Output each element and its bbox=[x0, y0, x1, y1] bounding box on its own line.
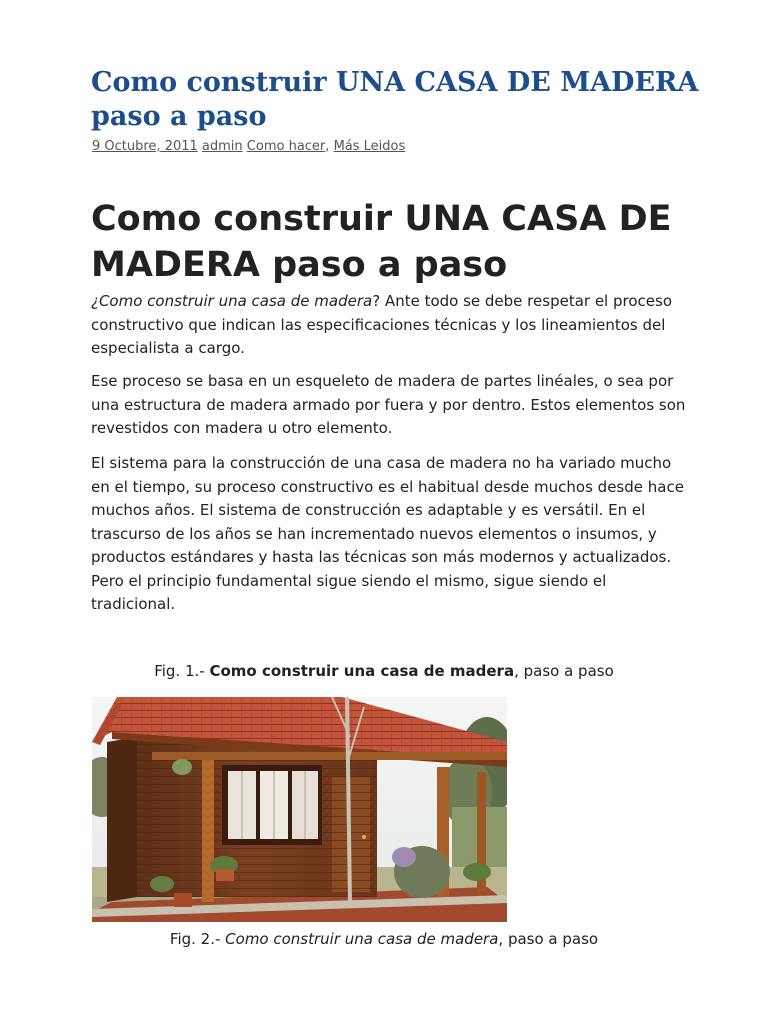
fig1-suffix: , paso a paso bbox=[514, 662, 614, 680]
figure-1-caption bbox=[0, 661, 768, 681]
intro-rest-text: ? Ante todo se debe respetar el proceso constructivo que indican las especificaciones técnicas y los lineamientos del especialista a cargo. bbox=[91, 292, 672, 357]
post-author-link[interactable]: admin bbox=[201, 139, 243, 154]
wooden-house-photo bbox=[92, 697, 507, 922]
category-separator: , bbox=[325, 139, 330, 154]
category-link-como-hacer[interactable]: Como hacer bbox=[246, 139, 326, 154]
fig1-prefix: Fig. 1.- bbox=[154, 662, 210, 680]
fig1-bold-text: Como construir una casa de madera bbox=[209, 662, 515, 680]
category-link-mas-leidos[interactable]: Más Leidos bbox=[333, 139, 406, 154]
post-title[interactable]: Como construir UNA CASA DE MADERA paso a paso bbox=[91, 67, 699, 132]
fig2-italic-text: Como construir una casa de madera bbox=[225, 930, 499, 948]
fig2-prefix: Fig. 2.- bbox=[169, 930, 226, 948]
post-meta bbox=[92, 139, 405, 154]
fig2-suffix: , paso a paso bbox=[498, 930, 599, 948]
intro-lead-text: ¿Como construir una casa de madera bbox=[91, 292, 373, 310]
figure-2-caption bbox=[0, 929, 768, 949]
paragraph-intro bbox=[91, 290, 691, 361]
paragraph-process: Ese proceso se basa en un esqueleto de madera de partes linéales, o sea por una estructura de madera armado por fuera y por dentro. Estos elementos son revestidos con madera u otro elemento. bbox=[91, 372, 686, 437]
post-date-link[interactable]: 9 Octubre, 2011 bbox=[92, 139, 198, 154]
paragraph-system: El sistema para la construcción de una casa de madera no ha variado mucho en el tiempo, su proceso constructivo es el habitual desde muchos desde hace muchos años. El sistema de construcción es adaptable y es versátil. En el trascurso de los años se han incrementado nuevos elementos o insumos, y productos estándares y hasta las técnicas son más modernos y actualizados. Pero el principio fundamental sigue siendo el mismo, sigue siendo el tradicional. bbox=[91, 454, 684, 613]
article-heading: Como construir UNA CASA DE MADERA paso a paso bbox=[91, 199, 672, 285]
